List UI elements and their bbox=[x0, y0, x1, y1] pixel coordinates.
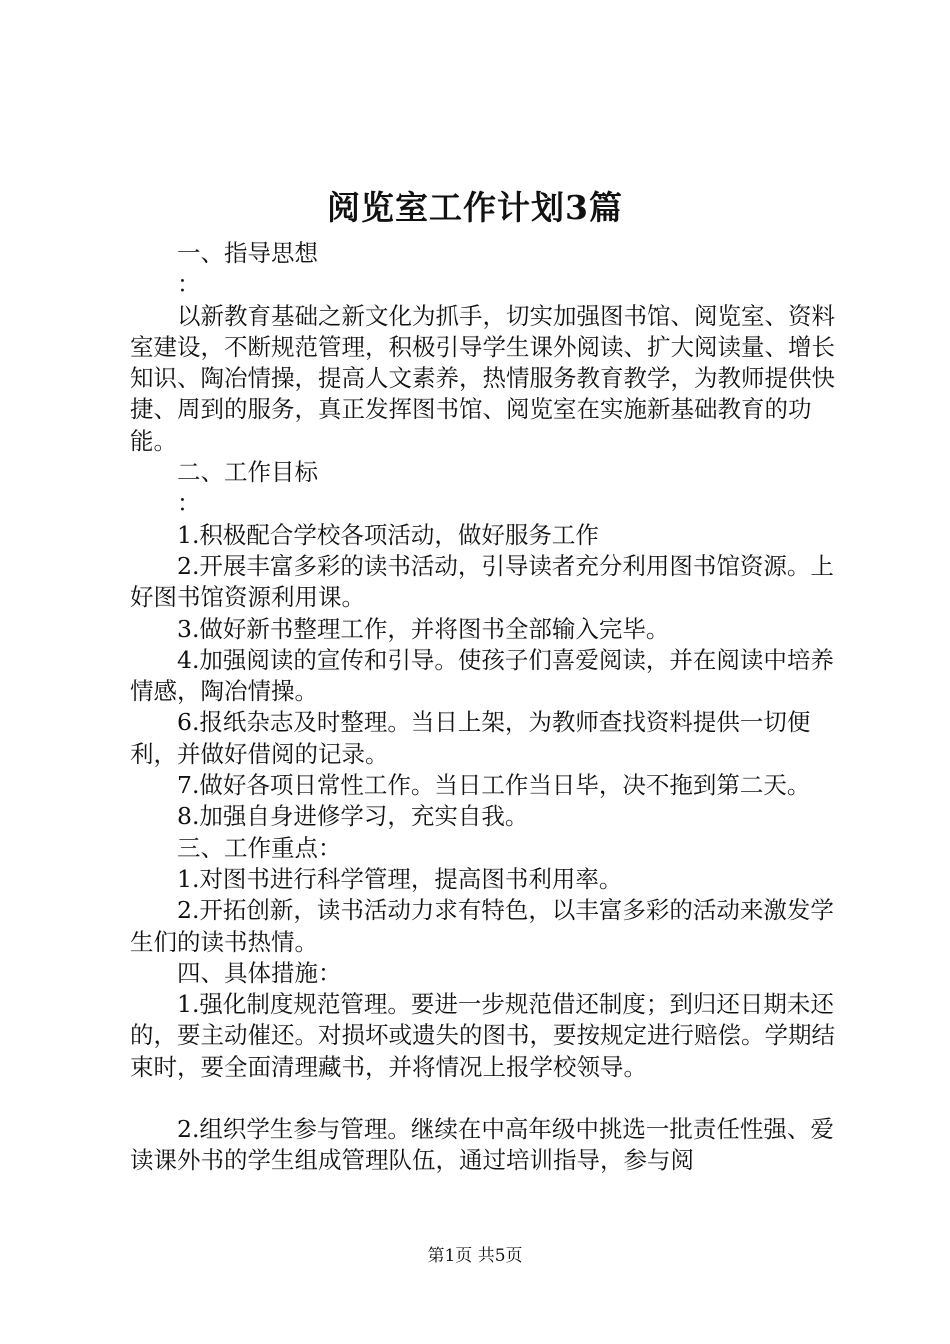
goal-item: 6.报纸杂志及时整理。当日上架，为教师查找资料提供一切便利，并做好借阅的记录。 bbox=[130, 708, 811, 768]
goal-item: 2.开展丰富多彩的读书活动，引导读者充分利用图书馆资源。上好图书馆资源利用课。 bbox=[130, 551, 834, 612]
document-title: 阅览室工作计划3篇 bbox=[327, 188, 623, 227]
focus-item: 1.对图书进行科学管理，提高图书利用率。 bbox=[177, 864, 623, 893]
document-body bbox=[130, 238, 840, 1177]
goal-item: 8.加强自身进修学习，充实自我。 bbox=[177, 802, 529, 831]
goal-item: 7.做好各项日常性工作。当日工作当日毕，决不拖到第二天。 bbox=[177, 771, 811, 800]
paragraph-intro: 以新教育基础之新文化为抓手，切实加强图书馆、阅览室、资料室建设，不断规范管理，积极引导学生课外阅读、扩大阅读量、增长知识、陶冶情操，提高人文素养，热情服务教育教学，为教师提供快捷、周到的服务，真正发挥图书馆、阅览室在实施新基础教育的功能。 bbox=[130, 301, 835, 455]
heading-work-focus: 三、工作重点： bbox=[177, 833, 342, 862]
heading-work-goals: 二、工作目标 bbox=[177, 458, 318, 487]
spacer bbox=[130, 1083, 840, 1114]
heading-guiding-ideology: 一、指导思想 bbox=[177, 239, 318, 267]
goal-item: 4.加强阅读的宣传和引导。使孩子们喜爱阅读，并在阅读中培养情感，陶冶情操。 bbox=[130, 645, 834, 706]
measure-item: 1.强化制度规范管理。要进一步规范借还制度；到归还日期未还的，要主动催还。对损坏或遗失的图书，要按规定进行赔偿。学期结束时，要全面清理藏书，并将情况上报学校领导。 bbox=[130, 990, 835, 1081]
page-footer: 第1页 共5页 bbox=[427, 1246, 523, 1266]
focus-item: 2.开拓创新，读书活动力求有特色，以丰富多彩的活动来激发学生们的读书热情。 bbox=[130, 896, 834, 956]
goal-item: 3.做好新书整理工作，并将图书全部输入完毕。 bbox=[177, 614, 670, 643]
measure-item: 2.组织学生参与管理。继续在中高年级中挑选一批责任性强、爱读课外书的学生组成管理队伍，通过培训指导，参与阅 bbox=[130, 1115, 834, 1175]
colon-line: ： bbox=[177, 489, 201, 518]
colon-line: ： bbox=[177, 270, 201, 299]
goal-item: 1.积极配合学校各项活动，做好服务工作 bbox=[177, 520, 599, 549]
heading-specific-measures: 四、具体措施： bbox=[177, 958, 342, 987]
